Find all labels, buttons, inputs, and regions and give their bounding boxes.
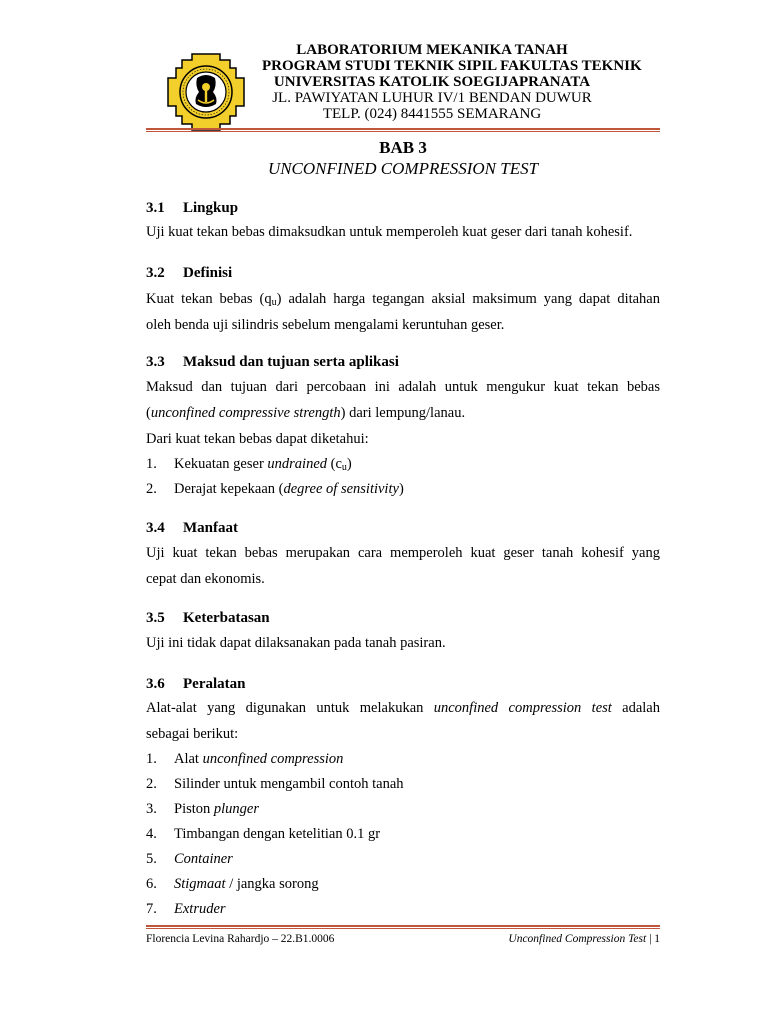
list-item: 2. Derajat kepekaan (degree of sensitivity) [146, 481, 404, 497]
footer-author: Florencia Levina Rahardjo – 22.B1.0006 [146, 933, 335, 945]
program-name: PROGRAM STUDI TEKNIK SIPIL FAKULTAS TEKNIK [262, 58, 642, 74]
footer-divider [146, 925, 660, 927]
address: JL. PAWIYATAN LUHUR IV/1 BENDAN DUWUR [272, 90, 592, 106]
footer-divider-thin [146, 928, 660, 929]
section-3-5-text: Uji ini tidak dapat dilaksanakan pada tanah pasiran. [146, 635, 446, 651]
list-item: 2. Silinder untuk mengambil contoh tanah [146, 776, 404, 792]
footer-separator: | [646, 933, 655, 945]
page-number: 1 [654, 933, 660, 945]
footer-title: Unconfined Compression Test [508, 933, 647, 945]
list-item: 7. Extruder [146, 901, 226, 917]
section-3-3-text: Maksud dan tujuan dari percobaan ini adalah untuk mengukur kuat tekan bebas (unconfined compressive strength) dari lempung/lanau. Dari kuat tekan bebas dapat diketahui: [146, 379, 660, 447]
header-divider-thin [146, 131, 660, 132]
list-item: 5. Container [146, 851, 233, 867]
list-item: 1. Kekuatan geser undrained $(c_u)$ [146, 456, 352, 473]
list-item: 3. Piston plunger [146, 801, 259, 817]
section-heading-3-3: 3.3 Maksud dan tujuan serta aplikasi [146, 354, 399, 370]
university-seal-logo [160, 46, 252, 138]
lab-name: LABORATORIUM MEKANIKA TANAH [296, 42, 568, 58]
list-item: 6. Stigmaat / jangka sorong [146, 876, 319, 892]
chapter-label: BAB 3 [379, 138, 427, 157]
header-divider [146, 128, 660, 130]
section-3-4-text: Uji kuat tekan bebas merupakan cara memperoleh kuat geser tanah kohesif yang cepat dan ekonomis. [146, 545, 660, 587]
university-name: UNIVERSITAS KATOLIK SOEGIJAPRANATA [273, 74, 591, 90]
chapter-title: UNCONFINED COMPRESSION TEST [267, 159, 539, 178]
section-3-2-text: Kuat tekan bebas $(q_u)$ adalah harga tegangan aksial maksimum yang dapat ditahan oleh benda uji silindris sebelum mengalami keruntuhan geser. [146, 291, 660, 333]
section-heading-3-4: 3.4 Manfaat [146, 520, 238, 536]
section-heading-3-5: 3.5 Keterbatasan [146, 610, 270, 626]
list-item: 4. Timbangan dengan ketelitian 0.1 gr [146, 826, 381, 842]
phone: TELP. (024) 8441555 SEMARANG [322, 106, 542, 122]
letterhead-text [262, 42, 642, 122]
section-heading-3-6: 3.6 Peralatan [146, 676, 246, 692]
section-3-6-text: Alat-alat yang digunakan untuk melakukan unconfined compression test adalah sebagai berikut: [146, 700, 660, 742]
list-item: 1. Alat unconfined compression [146, 751, 344, 767]
section-heading-3-1: 3.1 Lingkup [146, 200, 239, 216]
letterhead [146, 40, 660, 128]
section-3-1-text: Uji kuat tekan bebas dimaksudkan untuk memperoleh kuat geser dari tanah kohesif. [146, 224, 633, 240]
section-heading-3-2: 3.2 Definisi [146, 265, 233, 281]
footer-page-info [508, 932, 660, 946]
